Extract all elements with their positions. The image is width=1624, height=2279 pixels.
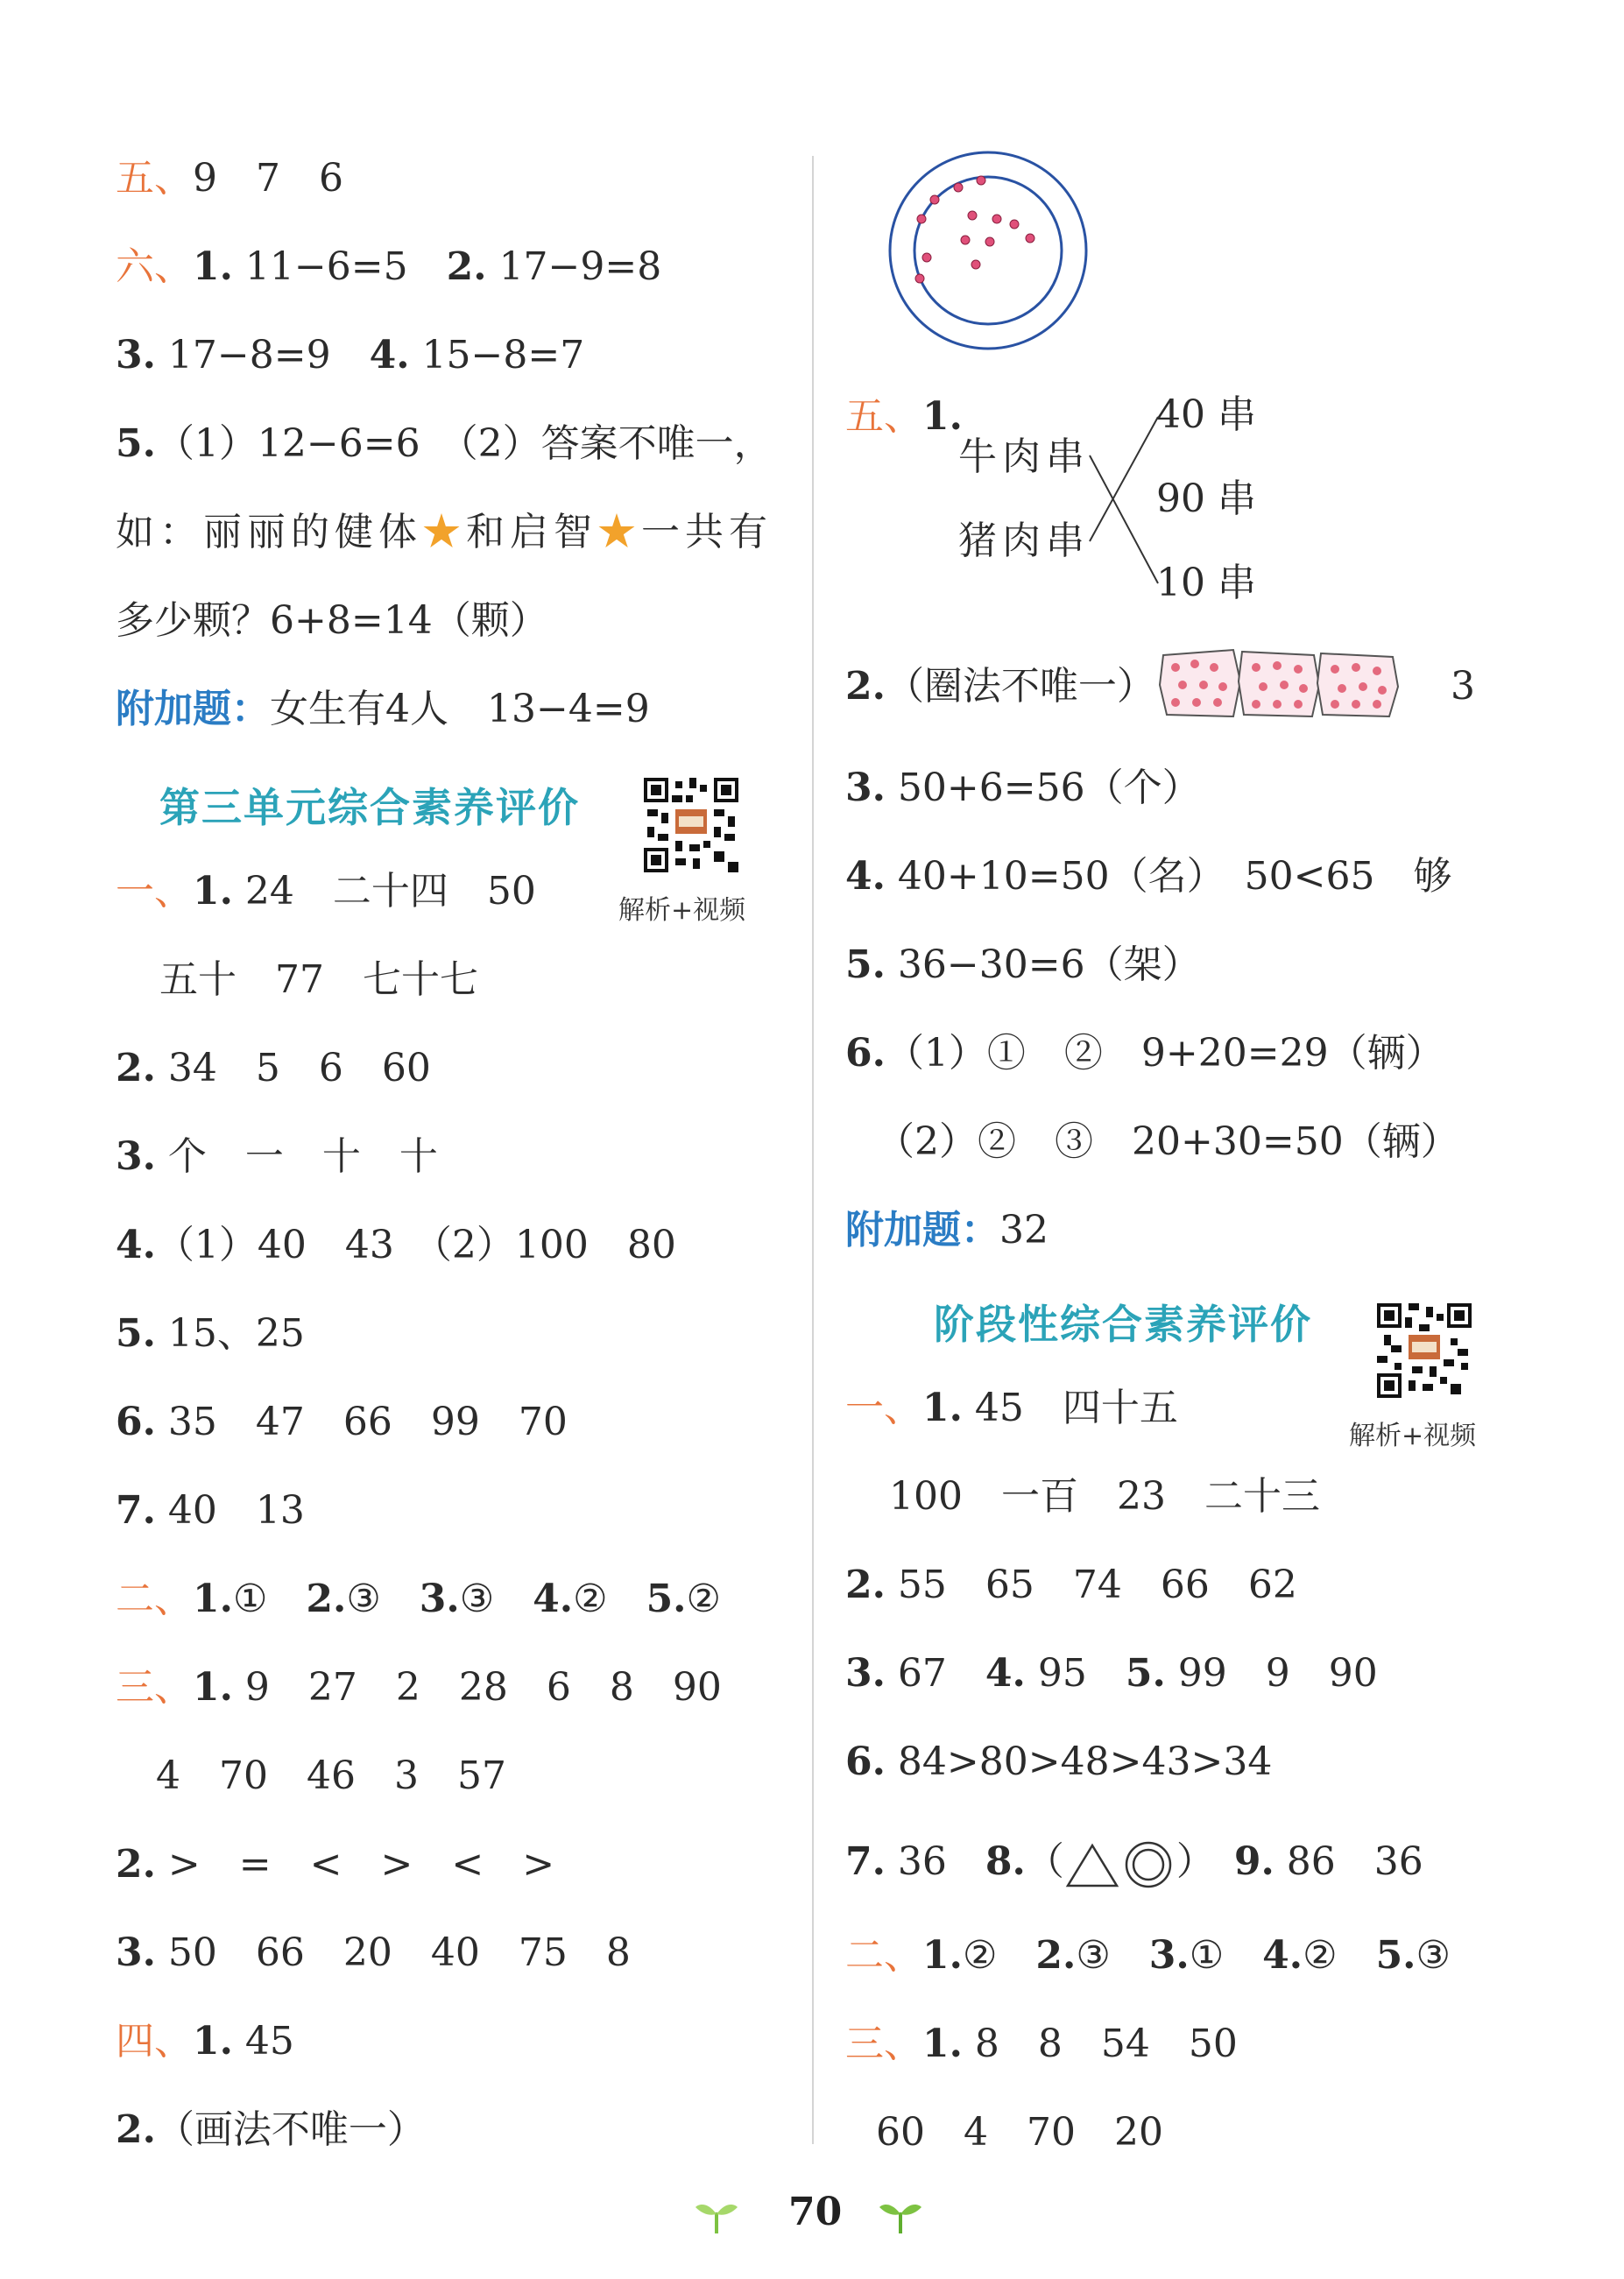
answer-line bbox=[845, 1029, 1444, 1078]
answer-text: 24 二十四 50 bbox=[232, 869, 536, 914]
question-number: 6. bbox=[845, 1031, 886, 1076]
answer-line bbox=[116, 1929, 631, 1978]
answer-line bbox=[116, 596, 548, 646]
column-divider bbox=[812, 156, 814, 2144]
question-number: 4. bbox=[369, 333, 410, 377]
question-number: 2. bbox=[1035, 1933, 1077, 1978]
answer-line bbox=[116, 1221, 676, 1270]
answer-line bbox=[116, 243, 661, 292]
answer-text: 35 47 66 99 70 bbox=[155, 1400, 568, 1444]
answer-text: 15、25 bbox=[155, 1311, 305, 1356]
question-number: 1. bbox=[922, 2021, 963, 2066]
answer-text: 67 bbox=[885, 1651, 985, 1696]
question-number: 5. bbox=[845, 942, 886, 987]
bonus-label: 附加题： bbox=[845, 1208, 999, 1252]
answer-text: 36 bbox=[885, 1839, 985, 1884]
question-number: 4. bbox=[533, 1577, 574, 1621]
answer-line bbox=[845, 1931, 1451, 1980]
answer-line bbox=[845, 1206, 1049, 1255]
answer-line bbox=[116, 1840, 554, 1889]
answer-line bbox=[116, 1132, 438, 1182]
question-number: 2. bbox=[306, 1577, 347, 1621]
answer-text: > = < > < > bbox=[155, 1842, 555, 1887]
answer-text: 84>80>48>43>34 bbox=[885, 1739, 1273, 1784]
answer-text: 11−6=5 bbox=[232, 244, 447, 289]
answer-text: 8 8 54 50 bbox=[962, 2021, 1238, 2066]
answer-text: 99 9 90 bbox=[1165, 1651, 1378, 1696]
answer-text: 如：丽丽的健体 bbox=[116, 510, 422, 554]
answer-line bbox=[116, 508, 773, 557]
answer-text: 15−8=7 bbox=[409, 333, 585, 377]
section-number: 五、 bbox=[845, 394, 922, 439]
question-number: 4. bbox=[845, 854, 886, 899]
answer-text: 60 4 70 20 bbox=[876, 2110, 1163, 2155]
question-number: 8. bbox=[985, 1839, 1026, 1884]
answer-text: （ bbox=[1025, 1839, 1064, 1884]
answer-line bbox=[116, 2106, 426, 2155]
answer-line bbox=[159, 956, 478, 1005]
answer-line bbox=[845, 941, 1201, 990]
answer-text: 一共有 bbox=[641, 510, 773, 554]
answer-text: 4 70 46 3 57 bbox=[156, 1753, 506, 1798]
section-number: 六、 bbox=[116, 244, 193, 289]
answer-text: ③ bbox=[346, 1577, 420, 1621]
circled-peaches-figure bbox=[1156, 646, 1402, 722]
answer-line bbox=[156, 1752, 506, 1801]
answer-text: （2）② ③ 20+30=50（辆） bbox=[876, 1119, 1459, 1164]
question-number: 1. bbox=[922, 1933, 963, 1978]
answer-text: 女生有4人 13−4=9 bbox=[270, 687, 650, 731]
answer-text: 9 7 6 bbox=[193, 156, 343, 201]
answer-text: 40+10=50（名） 50<65 够 bbox=[885, 854, 1452, 899]
question-number: 5. bbox=[1375, 1933, 1416, 1978]
question-number: 5. bbox=[116, 1311, 156, 1356]
answer-text: 34 5 6 60 bbox=[155, 1046, 431, 1090]
qr-caption: 解析+视频 bbox=[618, 895, 746, 926]
answer-text: 个 一 十 十 bbox=[155, 1134, 438, 1179]
question-number: 2. bbox=[845, 664, 886, 709]
answer-text: （1）40 43 （2）100 80 bbox=[155, 1223, 676, 1267]
answer-text: ） bbox=[1176, 1839, 1234, 1884]
answer-line bbox=[845, 392, 963, 441]
answer-line bbox=[845, 2020, 1238, 2069]
answer-text: 多少颗？6+8=14（颗） bbox=[116, 598, 548, 643]
answer-text: ① bbox=[232, 1577, 307, 1621]
answer-text: 55 65 74 66 62 bbox=[885, 1563, 1297, 1607]
answer-line bbox=[845, 1838, 1423, 1889]
question-number: 3. bbox=[419, 1577, 460, 1621]
section-number: 二、 bbox=[116, 1577, 193, 1621]
answer-text: （圈法不唯一） bbox=[885, 664, 1155, 709]
star-icon: ★ bbox=[422, 510, 466, 554]
section-number: 四、 bbox=[116, 2019, 193, 2064]
answer-text: 45 四十五 bbox=[962, 1386, 1178, 1430]
answer-line bbox=[116, 685, 650, 734]
question-number: 9. bbox=[1233, 1839, 1274, 1884]
match-right-item: 40 串 bbox=[1156, 392, 1256, 437]
question-number: 6. bbox=[845, 1739, 886, 1784]
match-left-item: 牛肉串 bbox=[958, 434, 1090, 479]
answer-line bbox=[116, 154, 343, 203]
answer-text: 17−8=9 bbox=[155, 333, 370, 377]
answer-text: 36−30=6（架） bbox=[885, 942, 1201, 987]
question-number: 1. bbox=[193, 1577, 233, 1621]
qr-caption: 解析+视频 bbox=[1349, 1421, 1477, 1451]
star-icon: ★ bbox=[597, 510, 641, 554]
question-number: 5. bbox=[116, 421, 156, 466]
plate-with-dots-figure bbox=[885, 147, 1091, 354]
answer-line bbox=[116, 1044, 431, 1093]
answer-line bbox=[845, 1561, 1297, 1610]
answer-text: （1）① ② 9+20=29（辆） bbox=[885, 1031, 1444, 1076]
answer-text: 95 bbox=[1025, 1651, 1126, 1696]
answer-text: 五十 77 七十七 bbox=[159, 957, 478, 1002]
answer-line bbox=[116, 867, 536, 916]
answer-text: 50 66 20 40 75 8 bbox=[155, 1930, 631, 1975]
answer-line bbox=[116, 1309, 305, 1358]
answer-text: 86 36 bbox=[1274, 1839, 1423, 1884]
question-number: 3. bbox=[116, 333, 156, 377]
question-number: 2. bbox=[845, 1563, 886, 1607]
answer-text: ③ bbox=[1416, 1933, 1451, 1978]
answer-text: 45 bbox=[232, 2019, 294, 2064]
answer-text: （1）12−6=6 （2）答案不唯一， bbox=[155, 421, 773, 466]
question-number: 1. bbox=[193, 869, 233, 914]
answer-text: 100 一百 23 二十三 bbox=[889, 1474, 1320, 1519]
section-number: 三、 bbox=[116, 1665, 193, 1710]
concentric-circle-icon bbox=[1120, 1840, 1176, 1889]
match-right-item: 90 串 bbox=[1156, 476, 1256, 521]
qr-code-icon bbox=[1377, 1303, 1472, 1398]
qr-code-icon bbox=[644, 778, 738, 872]
answer-text: ③ bbox=[459, 1577, 533, 1621]
answer-text: 17−9=8 bbox=[486, 244, 662, 289]
answer-line bbox=[845, 1738, 1272, 1787]
question-number: 7. bbox=[116, 1488, 156, 1533]
answer-text: ② bbox=[1303, 1933, 1376, 1978]
section-number: 二、 bbox=[845, 1933, 922, 1978]
question-number: 2. bbox=[446, 244, 487, 289]
answer-line bbox=[116, 1398, 568, 1447]
section-heading: 阶段性综合素养评价 bbox=[934, 1301, 1312, 1348]
triangle-icon bbox=[1064, 1840, 1120, 1889]
answer-line bbox=[116, 2017, 294, 2066]
answer-text: ② bbox=[573, 1577, 646, 1621]
sprout-icon bbox=[694, 2195, 739, 2235]
answer-text: ③ bbox=[1076, 1933, 1149, 1978]
section-number: 五、 bbox=[116, 156, 193, 201]
answer-text: 9 27 2 28 6 8 90 bbox=[232, 1665, 722, 1710]
question-number: 3. bbox=[845, 1651, 886, 1696]
answer-line bbox=[845, 1649, 1378, 1698]
answer-text: ② bbox=[686, 1577, 721, 1621]
section-heading: 第三单元综合素养评价 bbox=[159, 784, 580, 831]
question-number: 5. bbox=[646, 1577, 687, 1621]
answer-line bbox=[116, 1663, 722, 1712]
question-number: 3. bbox=[845, 766, 886, 810]
question-number: 2. bbox=[116, 1046, 156, 1090]
answer-text: ② bbox=[962, 1933, 1036, 1978]
question-number: 2. bbox=[116, 2107, 156, 2152]
question-number: 3. bbox=[1148, 1933, 1190, 1978]
answer-text: 40 13 bbox=[155, 1488, 305, 1533]
page-number: 70 bbox=[788, 2190, 843, 2234]
question-number: 2. bbox=[116, 1842, 156, 1887]
answer-line bbox=[116, 420, 773, 469]
answer-text: 3 bbox=[1451, 664, 1475, 709]
question-number: 4. bbox=[116, 1223, 156, 1267]
answer-text: （画法不唯一） bbox=[155, 2107, 426, 2152]
question-number: 1. bbox=[193, 244, 233, 289]
answer-text: 32 bbox=[999, 1208, 1049, 1252]
question-number: 4. bbox=[1262, 1933, 1303, 1978]
matching-lines bbox=[1086, 412, 1165, 604]
answer-line bbox=[845, 662, 1155, 711]
answer-line bbox=[116, 1575, 721, 1624]
answer-line bbox=[889, 1472, 1320, 1521]
question-number: 5. bbox=[1125, 1651, 1166, 1696]
question-number: 1. bbox=[922, 1386, 963, 1430]
answer-line bbox=[845, 764, 1201, 813]
question-number: 3. bbox=[116, 1930, 156, 1975]
section-number: 一、 bbox=[845, 1386, 922, 1430]
answer-text: 和启智 bbox=[466, 510, 597, 554]
match-right-item: 10 串 bbox=[1156, 561, 1256, 605]
section-number: 一、 bbox=[116, 869, 193, 914]
answer-text: 50+6=56（个） bbox=[885, 766, 1201, 810]
sprout-icon bbox=[878, 2195, 923, 2235]
question-number: 4. bbox=[985, 1651, 1026, 1696]
bonus-label: 附加题： bbox=[116, 687, 270, 731]
question-number: 1. bbox=[193, 1665, 233, 1710]
answer-line bbox=[876, 2108, 1163, 2157]
question-number: 1. bbox=[193, 2019, 233, 2064]
match-left-item: 猪肉串 bbox=[958, 519, 1090, 563]
question-number: 3. bbox=[116, 1134, 156, 1179]
answer-line bbox=[116, 331, 584, 380]
section-number: 三、 bbox=[845, 2021, 922, 2066]
answer-text: ① bbox=[1189, 1933, 1263, 1978]
answer-line bbox=[845, 1384, 1178, 1433]
question-number: 7. bbox=[845, 1839, 886, 1884]
question-number: 1. bbox=[922, 394, 963, 439]
question-number: 6. bbox=[116, 1400, 156, 1444]
answer-line bbox=[116, 1486, 305, 1535]
answer-line bbox=[876, 1118, 1459, 1167]
answer-line bbox=[845, 852, 1451, 901]
